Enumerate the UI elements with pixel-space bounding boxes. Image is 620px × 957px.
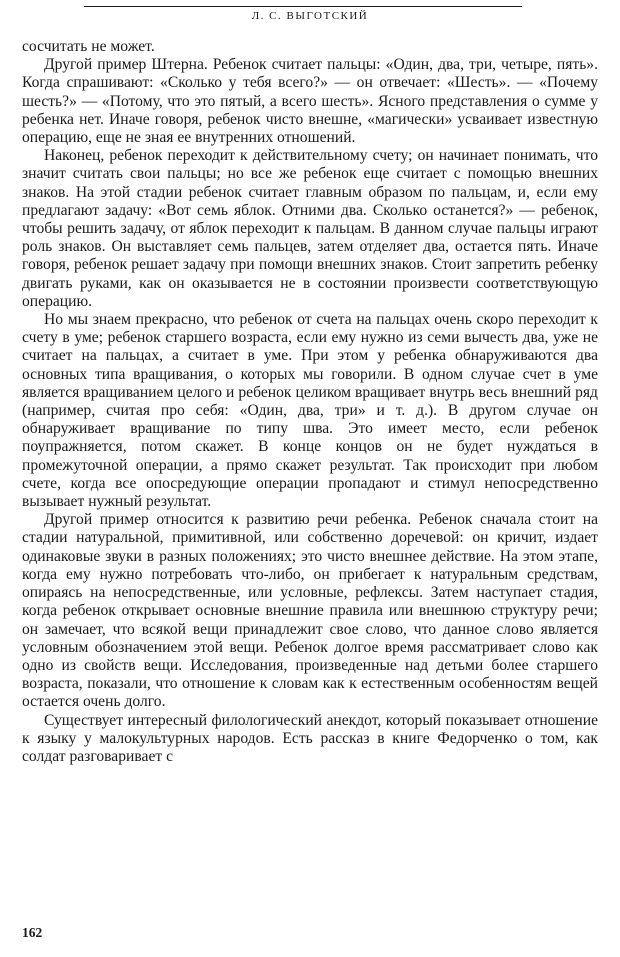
paragraph-actual-counting: Наконец, ребенок переходит к действительному счету; он начинает понимать, что значит считать свои пальцы; но все же ребенок еще считает с помощью внешних знаков. На этой стадии ребенок считает главным образом по пальцам, и, если ему предлагают задачу: «Вот семь яблок. Отними два. Сколько останется?» — ребенок, чтобы решить задачу, от яблок переходит к пальцам. В данном случае пальцы играют роль знаков. Он выставляет семь пальцев, затем отделяет два, остается пять. Иначе говоря, ребенок решает задачу при помощи внешних знаков. Стоит запретить ребенку двигать руками, как он оказывается не в состоянии произвести соответствующую операцию. [22,147,598,310]
running-head: Л. С. ВЫГОТСКИЙ [251,10,369,22]
paragraph-mental-counting: Но мы знаем прекрасно, что ребенок от счета на пальцах очень скоро переходит к счету в уме; ребенок старшего возраста, если ему нужно из семи вычесть два, уже не считает на пальцах, а считает в уме. При этом у ребенка обнаруживаются два основных типа вращивания, о которых мы говорили. В одном случае счет в уме является вращиванием целого и ребенок целиком вращивает внутрь весь внешний ряд (например, считая про себя: «Один, два, три» и т. д.). В другом случае он обнаруживает вращивание по типу шва. Это имеет место, если ребенок поупражняется, потом скажет. В конце концов он не будет нуждаться в промежуточной операции, а прямо скажет результат. Так происходит при любом счете, когда все опосредующие операции пропадают и стимул непосредственно вызывает нужный результат. [22,311,598,511]
header-rule [84,6,522,7]
book-page [22,0,598,957]
paragraph-continuation: сосчитать не может. [22,38,155,55]
page-number: 162 [22,925,43,940]
paragraph-philological-anecdote: Существует интересный филологический анекдот, который показывает отношение к языку у малокультурных народов. Есть рассказ в книге Федорченко о том, как солдат разговаривает с [22,711,598,765]
paragraph-stern-example: Другой пример Штерна. Ребенок считает пальцы: «Один, два, три, четыре, пять». Когда спрашивают: «Сколько у тебя всего?» — он отвечает: «Шесть». — «Почему шесть?» — «Потому, что это пятый, а всего шесть». Ясного представления о сумме у ребенка нет. Иначе говоря, ребенок чисто внешне, «магически» усваивает известную операцию, еще не зная ее внутренних отношений. [22,56,598,147]
paragraph-speech-development: Другой пример относится к развитию речи ребенка. Ребенок сначала стоит на стадии натуральной, примитивной, или собственно доречевой: он кричит, издает одинаковые звуки в разных положениях; это чисто внешнее действие. На этом этапе, когда ему нужно потребовать что-либо, он прибегает к натуральным средствам, опираясь на непосредственные, или условные, рефлексы. Затем наступает стадия, когда ребенок открывает основные внешние правила или внешнюю структуру речи; он замечает, что всякой вещи принадлежит свое слово, что данное слово является условным обозначением этой вещи. Ребенок долгое время рассматривает слово как одно из свойств вещи. Исследования, произведенные над детьми более старшего возраста, показали, что отношение к словам как к естественным особенностям вещей остается очень долго. [22,511,598,711]
body-text [22,38,598,766]
